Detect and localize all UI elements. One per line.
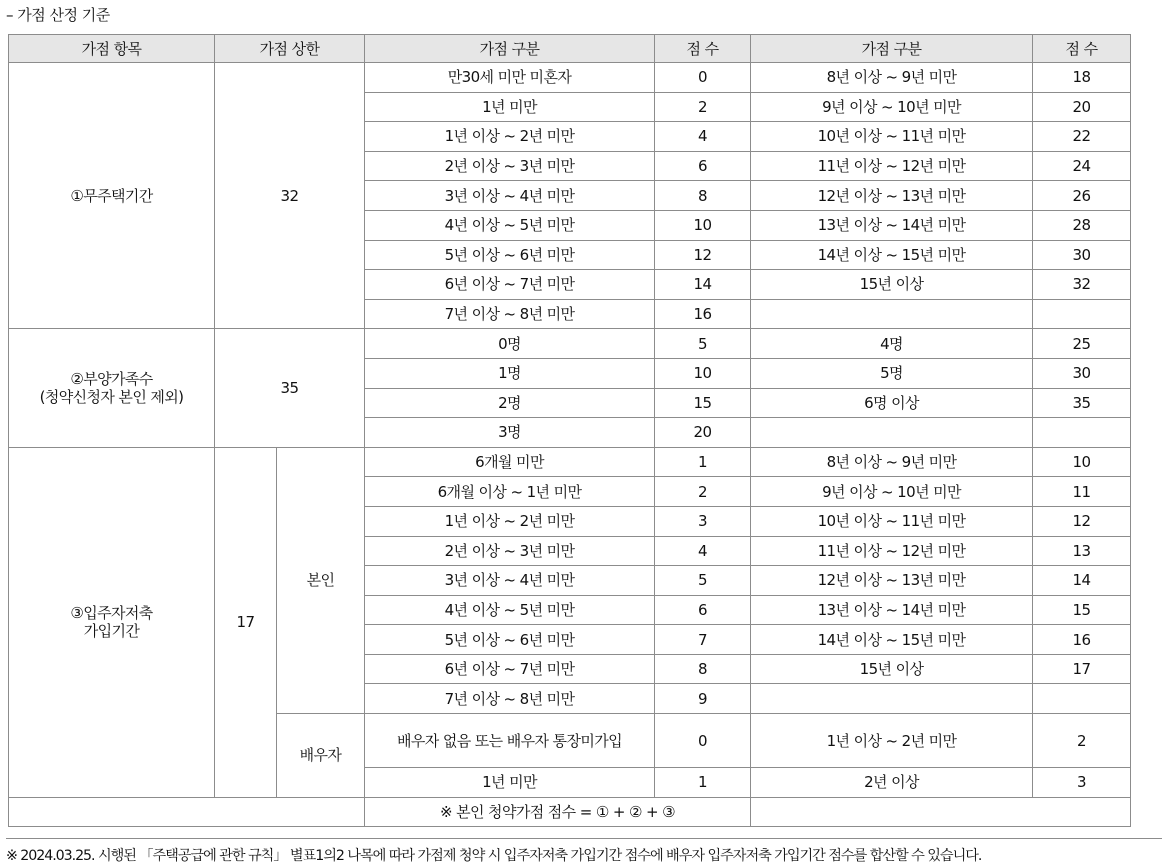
score-left: 12 xyxy=(655,240,751,270)
score-table xyxy=(8,34,1131,827)
category-left: 2년 이상 ~ 3년 미만 xyxy=(365,536,655,566)
category-left: 배우자 없음 또는 배우자 통장미가입 xyxy=(365,714,655,768)
category-right: 14년 이상 ~ 15년 미만 xyxy=(751,625,1033,655)
score-right: 11 xyxy=(1033,477,1131,507)
dependents-label xyxy=(9,329,215,447)
category-left: 4년 이상 ~ 5년 미만 xyxy=(365,210,655,240)
section-title: – 가점 산정 기준 xyxy=(6,6,110,24)
header-item: 가점 항목 xyxy=(9,35,215,63)
dependents-label-line2: (청약신청자 본인 제외) xyxy=(39,388,184,407)
score-right: 15 xyxy=(1033,595,1131,625)
header-category-left: 가점 구분 xyxy=(365,35,655,63)
category-left: 6년 이상 ~ 7년 미만 xyxy=(365,654,655,684)
score-left: 0 xyxy=(655,714,751,768)
category-right: 5명 xyxy=(751,358,1033,388)
summary-text: ※ 본인 청약가점 점수 = ① + ② + ③ xyxy=(365,797,751,826)
header-cap: 가점 상한 xyxy=(215,35,365,63)
score-right: 28 xyxy=(1033,210,1131,240)
category-right: 13년 이상 ~ 14년 미만 xyxy=(751,595,1033,625)
score-left: 8 xyxy=(655,654,751,684)
dependents-label-line1: ②부양가족수 xyxy=(70,370,153,389)
score-right: 3 xyxy=(1033,768,1131,798)
score-left: 1 xyxy=(655,447,751,477)
score-right: 30 xyxy=(1033,240,1131,270)
score-left: 4 xyxy=(655,536,751,566)
header-score-right: 점 수 xyxy=(1033,35,1131,63)
category-right: 12년 이상 ~ 13년 미만 xyxy=(751,181,1033,211)
category-right: 15년 이상 xyxy=(751,654,1033,684)
score-right xyxy=(1033,299,1131,329)
category-right: 8년 이상 ~ 9년 미만 xyxy=(751,447,1033,477)
category-left: 6개월 이상 ~ 1년 미만 xyxy=(365,477,655,507)
score-right: 22 xyxy=(1033,122,1131,152)
category-left: 7년 이상 ~ 8년 미만 xyxy=(365,299,655,329)
score-right: 25 xyxy=(1033,329,1131,359)
summary-blank-right xyxy=(751,797,1131,826)
homeless-period-label-line1: ①무주택기간 xyxy=(70,186,153,205)
category-right: 6명 이상 xyxy=(751,388,1033,418)
spouse-label: 배우자 xyxy=(277,714,365,798)
summary-blank-left xyxy=(9,797,365,826)
table-row xyxy=(9,329,1131,359)
dependents-cap: 35 xyxy=(215,329,365,447)
score-right: 35 xyxy=(1033,388,1131,418)
category-left: 1년 미만 xyxy=(365,92,655,122)
score-right: 18 xyxy=(1033,63,1131,93)
score-left: 7 xyxy=(655,625,751,655)
category-left: 0명 xyxy=(365,329,655,359)
score-right: 10 xyxy=(1033,447,1131,477)
self-label: 본인 xyxy=(277,447,365,713)
score-right: 14 xyxy=(1033,566,1131,596)
score-left: 9 xyxy=(655,684,751,714)
category-right: 8년 이상 ~ 9년 미만 xyxy=(751,63,1033,93)
category-right: 4명 xyxy=(751,329,1033,359)
score-right: 20 xyxy=(1033,92,1131,122)
score-right: 13 xyxy=(1033,536,1131,566)
table-row xyxy=(9,447,1131,477)
homeless-period-label xyxy=(9,63,215,329)
score-left: 10 xyxy=(655,358,751,388)
score-left: 8 xyxy=(655,181,751,211)
score-right: 16 xyxy=(1033,625,1131,655)
score-right: 32 xyxy=(1033,270,1131,300)
category-left: 4년 이상 ~ 5년 미만 xyxy=(365,595,655,625)
score-right: 30 xyxy=(1033,358,1131,388)
category-right: 1년 이상 ~ 2년 미만 xyxy=(751,714,1033,768)
score-right: 26 xyxy=(1033,181,1131,211)
table-row xyxy=(9,63,1131,93)
score-left: 20 xyxy=(655,418,751,448)
category-right: 14년 이상 ~ 15년 미만 xyxy=(751,240,1033,270)
score-left: 1 xyxy=(655,768,751,798)
header-category-right: 가점 구분 xyxy=(751,35,1033,63)
savings-period-label-line2: 가입기간 xyxy=(83,622,140,641)
category-right: 9년 이상 ~ 10년 미만 xyxy=(751,477,1033,507)
category-left: 1년 이상 ~ 2년 미만 xyxy=(365,122,655,152)
category-right xyxy=(751,684,1033,714)
category-right: 2년 이상 xyxy=(751,768,1033,798)
savings-period-label xyxy=(9,447,215,797)
category-right: 10년 이상 ~ 11년 미만 xyxy=(751,122,1033,152)
score-left: 15 xyxy=(655,388,751,418)
score-left: 10 xyxy=(655,210,751,240)
category-right: 12년 이상 ~ 13년 미만 xyxy=(751,566,1033,596)
category-left: 3명 xyxy=(365,418,655,448)
savings-period-label-line1: ③입주자저축 xyxy=(70,604,153,623)
savings-period-cap: 17 xyxy=(215,447,277,797)
score-left: 4 xyxy=(655,122,751,152)
category-right: 15년 이상 xyxy=(751,270,1033,300)
category-right: 11년 이상 ~ 12년 미만 xyxy=(751,151,1033,181)
score-right: 12 xyxy=(1033,506,1131,536)
score-right: 24 xyxy=(1033,151,1131,181)
category-right: 10년 이상 ~ 11년 미만 xyxy=(751,506,1033,536)
category-right: 11년 이상 ~ 12년 미만 xyxy=(751,536,1033,566)
score-left: 16 xyxy=(655,299,751,329)
category-right xyxy=(751,299,1033,329)
category-left: 5년 이상 ~ 6년 미만 xyxy=(365,240,655,270)
score-left: 3 xyxy=(655,506,751,536)
summary-row xyxy=(9,797,1131,826)
category-left: 1년 이상 ~ 2년 미만 xyxy=(365,506,655,536)
category-left: 6년 이상 ~ 7년 미만 xyxy=(365,270,655,300)
score-left: 6 xyxy=(655,151,751,181)
score-right xyxy=(1033,418,1131,448)
category-left: 3년 이상 ~ 4년 미만 xyxy=(365,181,655,211)
category-left: 만30세 미만 미혼자 xyxy=(365,63,655,93)
score-right xyxy=(1033,684,1131,714)
header-row xyxy=(9,35,1131,63)
category-left: 2년 이상 ~ 3년 미만 xyxy=(365,151,655,181)
category-left: 1명 xyxy=(365,358,655,388)
category-left: 2명 xyxy=(365,388,655,418)
category-right: 13년 이상 ~ 14년 미만 xyxy=(751,210,1033,240)
category-right: 9년 이상 ~ 10년 미만 xyxy=(751,92,1033,122)
score-right: 2 xyxy=(1033,714,1131,768)
category-left: 7년 이상 ~ 8년 미만 xyxy=(365,684,655,714)
score-left: 0 xyxy=(655,63,751,93)
score-right: 17 xyxy=(1033,654,1131,684)
score-left: 5 xyxy=(655,329,751,359)
score-left: 5 xyxy=(655,566,751,596)
category-right xyxy=(751,418,1033,448)
score-left: 14 xyxy=(655,270,751,300)
category-left: 5년 이상 ~ 6년 미만 xyxy=(365,625,655,655)
score-left: 2 xyxy=(655,92,751,122)
category-left: 3년 이상 ~ 4년 미만 xyxy=(365,566,655,596)
category-left: 6개월 미만 xyxy=(365,447,655,477)
footnote: ※ 2024.03.25. 시행된 「주택공급에 관한 규칙」 별표1의2 나목에 따라 가점제 청약 시 입주자저축 가입기간 점수에 배우자 입주자저축 가입기간 점수를 합산할 수 있습니다. xyxy=(6,838,1162,865)
score-left: 2 xyxy=(655,477,751,507)
score-left: 6 xyxy=(655,595,751,625)
homeless-period-cap: 32 xyxy=(215,63,365,329)
category-left: 1년 미만 xyxy=(365,768,655,798)
header-score-left: 점 수 xyxy=(655,35,751,63)
